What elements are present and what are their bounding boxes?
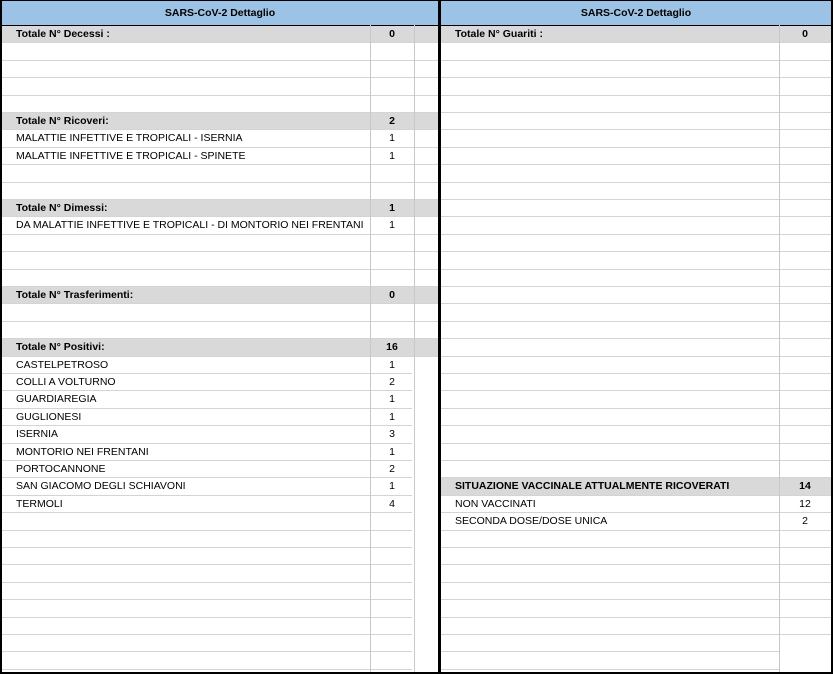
total-row xyxy=(2,26,438,43)
table-row xyxy=(441,130,831,147)
row-label: Totale N° Ricoveri: xyxy=(16,115,109,127)
left-divider-1 xyxy=(370,25,371,672)
row-label: SAN GIACOMO DEGLI SCHIAVONI xyxy=(16,480,186,493)
table-row xyxy=(441,304,831,321)
row-label: CASTELPETROSO xyxy=(16,358,109,371)
row-value: 0 xyxy=(389,28,395,40)
table-row xyxy=(441,322,831,339)
table-row xyxy=(2,565,412,582)
row-label: GUARDIAREGIA xyxy=(16,393,97,406)
row-value: 12 xyxy=(799,497,811,510)
table-row xyxy=(441,61,831,78)
table-row xyxy=(441,235,831,252)
row-value: 16 xyxy=(386,341,398,354)
total-row xyxy=(441,478,831,495)
total-row xyxy=(2,287,438,304)
table-row xyxy=(2,130,438,147)
table-row xyxy=(441,165,831,182)
total-row xyxy=(2,200,438,217)
table-row xyxy=(2,600,412,617)
row-value: 1 xyxy=(389,445,395,458)
right-detail-panel xyxy=(439,0,833,674)
row-value: 4 xyxy=(389,497,395,510)
row-value: 1 xyxy=(389,410,395,423)
table-row xyxy=(2,618,412,635)
table-row xyxy=(2,270,438,287)
table-row xyxy=(441,618,831,635)
row-value: 2 xyxy=(389,115,395,127)
table-row xyxy=(2,217,438,234)
row-label: COLLI A VOLTURNO xyxy=(16,376,116,388)
table-row xyxy=(2,357,412,374)
row-label: Totale N° Guariti : xyxy=(455,28,544,40)
table-row xyxy=(2,548,412,565)
table-row xyxy=(441,583,831,600)
row-label: GUGLIONESI xyxy=(16,410,82,423)
table-row xyxy=(441,548,831,565)
table-row xyxy=(441,357,831,374)
table-row xyxy=(441,78,831,95)
table-row xyxy=(2,496,412,513)
row-label: NON VACCINATI xyxy=(455,497,536,510)
row-value: 2 xyxy=(389,376,395,388)
table-row xyxy=(2,43,438,60)
table-row xyxy=(441,600,831,617)
left-panel-title: SARS-CoV-2 Dettaglio xyxy=(2,1,438,26)
table-row xyxy=(441,461,831,478)
table-row xyxy=(2,96,438,113)
row-value: 2 xyxy=(802,515,808,528)
table-row xyxy=(441,183,831,200)
table-row xyxy=(2,444,412,461)
table-row xyxy=(2,583,412,600)
right-panel-title: SARS-CoV-2 Dettaglio xyxy=(441,1,831,26)
table-row xyxy=(441,217,831,234)
table-row xyxy=(2,374,412,391)
row-label: SITUAZIONE VACCINALE ATTUALMENTE RICOVERATI xyxy=(455,480,730,493)
table-row xyxy=(2,78,438,95)
table-row xyxy=(441,252,831,269)
table-row xyxy=(441,43,831,60)
table-row xyxy=(441,652,779,669)
total-row xyxy=(2,113,438,130)
table-row xyxy=(441,270,831,287)
table-row xyxy=(441,513,831,530)
table-row xyxy=(2,165,438,182)
row-value: 14 xyxy=(799,480,811,493)
left-divider-2 xyxy=(414,25,415,672)
row-value: 1 xyxy=(389,358,395,371)
table-row xyxy=(2,513,412,530)
row-label: Totale N° Decessi : xyxy=(16,28,110,40)
table-row xyxy=(441,635,779,652)
table-row xyxy=(2,461,412,478)
table-row xyxy=(2,61,438,78)
row-label: MALATTIE INFETTIVE E TROPICALI - SPINETE xyxy=(16,149,246,162)
table-row xyxy=(441,200,831,217)
row-value: 1 xyxy=(389,219,395,232)
row-value: 1 xyxy=(389,132,395,145)
table-row xyxy=(2,322,438,339)
table-row xyxy=(2,652,412,669)
table-row xyxy=(441,444,831,461)
row-value: 1 xyxy=(389,480,395,493)
row-value: 0 xyxy=(389,289,395,301)
row-label: SECONDA DOSE/DOSE UNICA xyxy=(455,515,608,528)
row-label: PORTOCANNONE xyxy=(16,463,106,475)
table-row xyxy=(2,409,412,426)
row-label: Totale N° Positivi: xyxy=(16,341,105,354)
table-row xyxy=(2,426,412,443)
row-label: TERMOLI xyxy=(16,497,63,510)
table-row xyxy=(441,409,831,426)
total-row xyxy=(441,26,831,43)
table-row xyxy=(2,148,438,165)
row-value: 3 xyxy=(389,428,395,441)
row-value: 0 xyxy=(802,28,808,40)
table-row xyxy=(441,374,831,391)
table-row xyxy=(2,252,438,269)
table-row xyxy=(2,304,438,321)
table-row xyxy=(2,235,438,252)
table-row xyxy=(441,426,831,443)
table-row xyxy=(441,565,831,582)
table-row xyxy=(2,478,412,495)
table-row xyxy=(2,391,412,408)
row-value: 1 xyxy=(389,149,395,162)
table-row xyxy=(441,96,831,113)
table-row xyxy=(2,531,412,548)
total-row xyxy=(2,339,438,356)
table-row xyxy=(2,183,438,200)
table-row xyxy=(441,496,831,513)
table-row xyxy=(441,391,831,408)
table-row xyxy=(441,148,831,165)
table-row xyxy=(441,113,831,130)
row-value: 2 xyxy=(389,463,395,475)
row-label: MALATTIE INFETTIVE E TROPICALI - ISERNIA xyxy=(16,132,243,145)
table-row xyxy=(441,287,831,304)
row-value: 1 xyxy=(389,202,395,214)
row-label: Totale N° Trasferimenti: xyxy=(16,289,134,301)
row-label: MONTORIO NEI FRENTANI xyxy=(16,445,149,458)
right-divider-1 xyxy=(779,25,780,672)
table-row xyxy=(2,635,412,652)
row-label: Totale N° Dimessi: xyxy=(16,202,108,214)
table-row xyxy=(441,339,831,356)
row-value: 1 xyxy=(389,393,395,406)
row-label: ISERNIA xyxy=(16,428,59,441)
row-label: DA MALATTIE INFETTIVE E TROPICALI - DI MONTORIO NEI FRENTANI xyxy=(16,219,364,232)
table-row xyxy=(441,531,831,548)
